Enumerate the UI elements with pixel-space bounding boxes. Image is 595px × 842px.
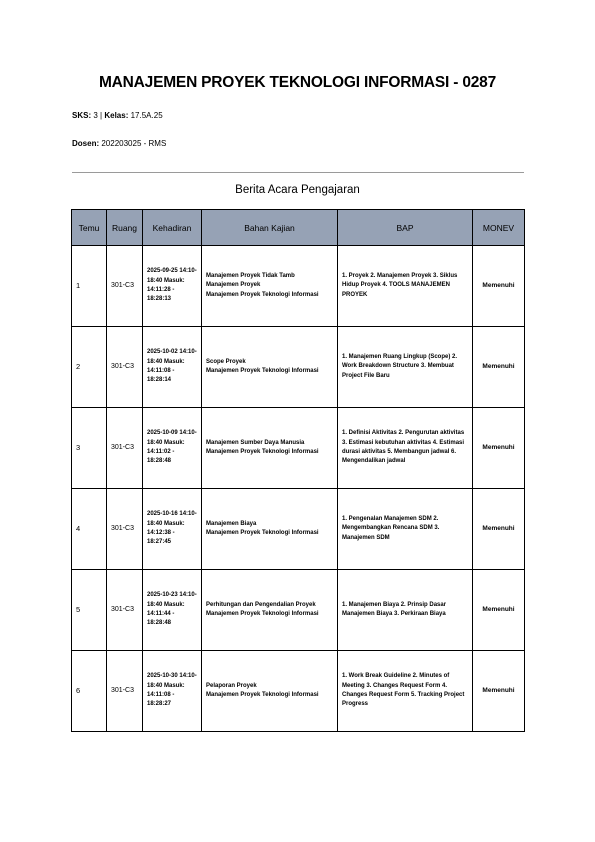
cell-ruang: 301-C3 — [107, 327, 143, 408]
cell-temu: 4 — [72, 489, 107, 570]
cell-monev: Memenuhi — [473, 327, 525, 408]
kelas-value: 17.5A.25 — [130, 111, 163, 120]
bahan-line: Perhitungan dan Pengendalian Proyek — [206, 601, 316, 608]
sks-label: SKS: — [72, 111, 92, 120]
dosen-label: Dosen: — [72, 139, 100, 148]
header-kehadiran: Kehadiran — [143, 210, 202, 246]
meta-divider: | — [100, 111, 103, 120]
kelas-label: Kelas: — [104, 111, 129, 120]
cell-bap: 1. Pengenalan Manajemen SDM 2. Mengembangkan Rencana SDM 3. Manajemen SDM — [338, 489, 473, 570]
table-row — [72, 246, 525, 327]
cell-temu: 2 — [72, 327, 107, 408]
table-row — [72, 327, 525, 408]
document-title: MANAJEMEN PROYEK TEKNOLOGI INFORMASI - 0287 — [98, 74, 497, 91]
cell-monev: Memenuhi — [473, 570, 525, 651]
bahan-line: Pelaporan Proyek — [206, 682, 257, 689]
cell-ruang: 301-C3 — [107, 408, 143, 489]
cell-bahan-kajian — [202, 570, 338, 651]
dosen-value: 202203025 - RMS — [101, 139, 167, 148]
bahan-line: Manajemen Proyek Teknologi Informasi — [206, 611, 319, 617]
bahan-line: Manajemen Proyek Teknologi Informasi — [206, 692, 319, 698]
divider-line — [72, 172, 524, 173]
course-meta — [72, 111, 163, 120]
cell-bap: 1. Definisi Aktivitas 2. Pengurutan aktivitas 3. Estimasi kebutuhan aktivitas 4. Estimasi durasi aktivitas 5. Membangun jadwal 6. Mengendalikan jadwal — [338, 408, 473, 489]
bahan-line: Manajemen Proyek Teknologi Informasi — [206, 530, 319, 536]
cell-temu: 6 — [72, 651, 107, 732]
table-row — [72, 408, 525, 489]
bahan-line: Manajemen Proyek — [206, 282, 261, 289]
bahan-line: Manajemen Sumber Daya Manusia — [206, 439, 305, 446]
cell-bap: 1. Manajemen Biaya 2. Prinsip Dasar Manajemen Biaya 3. Perkiraan Biaya — [338, 570, 473, 651]
cell-bahan-kajian — [202, 651, 338, 732]
table-row — [72, 651, 525, 732]
cell-ruang: 301-C3 — [107, 570, 143, 651]
cell-ruang: 301-C3 — [107, 246, 143, 327]
header-temu: Temu — [72, 210, 107, 246]
cell-bap: 1. Proyek 2. Manajemen Proyek 3. Siklus Hidup Proyek 4. TOOLS MANAJEMEN PROYEK — [338, 246, 473, 327]
cell-bahan-kajian — [202, 327, 338, 408]
cell-monev: Memenuhi — [473, 408, 525, 489]
table-header-row — [72, 210, 525, 246]
cell-bap: 1. Manajemen Ruang Lingkup (Scope) 2. Work Breakdown Structure 3. Membuat Project File Baru — [338, 327, 473, 408]
bahan-line: Manajemen Proyek Teknologi Informasi — [206, 291, 319, 298]
bahan-line: Manajemen Biaya — [206, 520, 257, 527]
cell-ruang: 301-C3 — [107, 651, 143, 732]
lecturer-meta — [72, 139, 166, 148]
cell-kehadiran: 2025-09-25 14:10-18:40 Masuk: 14:11:28 - 18:28:13 — [143, 246, 202, 327]
bahan-line: Scope Proyek — [206, 358, 246, 365]
cell-monev: Memenuhi — [473, 651, 525, 732]
cell-monev: Memenuhi — [473, 489, 525, 570]
bahan-line: Manajemen Proyek Tidak Tamb — [206, 273, 295, 280]
cell-bahan-kajian — [202, 489, 338, 570]
table-row — [72, 489, 525, 570]
header-monev: MONEV — [473, 210, 525, 246]
cell-ruang: 301-C3 — [107, 489, 143, 570]
cell-kehadiran: 2025-10-16 14:10-18:40 Masuk: 14:12:38 - 18:27:45 — [143, 489, 202, 570]
cell-monev: Memenuhi — [473, 246, 525, 327]
header-ruang: Ruang — [107, 210, 143, 246]
bahan-line: Manajemen Proyek Teknologi Informasi — [206, 368, 319, 374]
cell-temu: 1 — [72, 246, 107, 327]
cell-temu: 5 — [72, 570, 107, 651]
cell-kehadiran: 2025-10-09 14:10-18:40 Masuk: 14:11:02 - 18:28:48 — [143, 408, 202, 489]
cell-kehadiran: 2025-10-02 14:10-18:40 Masuk: 14:11:08 - 18:28:14 — [143, 327, 202, 408]
sks-value: 3 — [93, 111, 98, 120]
bahan-line: Manajemen Proyek Teknologi Informasi — [206, 449, 319, 455]
cell-kehadiran: 2025-10-30 14:10-18:40 Masuk: 14:11:08 - 18:28:27 — [143, 651, 202, 732]
cell-temu: 3 — [72, 408, 107, 489]
cell-kehadiran: 2025-10-23 14:10-18:40 Masuk: 14:11:44 - 18:28:48 — [143, 570, 202, 651]
section-title: Berita Acara Pengajaran — [235, 184, 360, 196]
teaching-record-table — [71, 209, 525, 732]
cell-bahan-kajian — [202, 408, 338, 489]
table-row — [72, 570, 525, 651]
header-bap: BAP — [338, 210, 473, 246]
cell-bahan-kajian — [202, 246, 338, 327]
cell-bap: 1. Work Break Guideline 2. Minutes of Meeting 3. Changes Request Form 4. Changes Request Form 5. Tracking Project Progress — [338, 651, 473, 732]
header-bahan-kajian: Bahan Kajian — [202, 210, 338, 246]
